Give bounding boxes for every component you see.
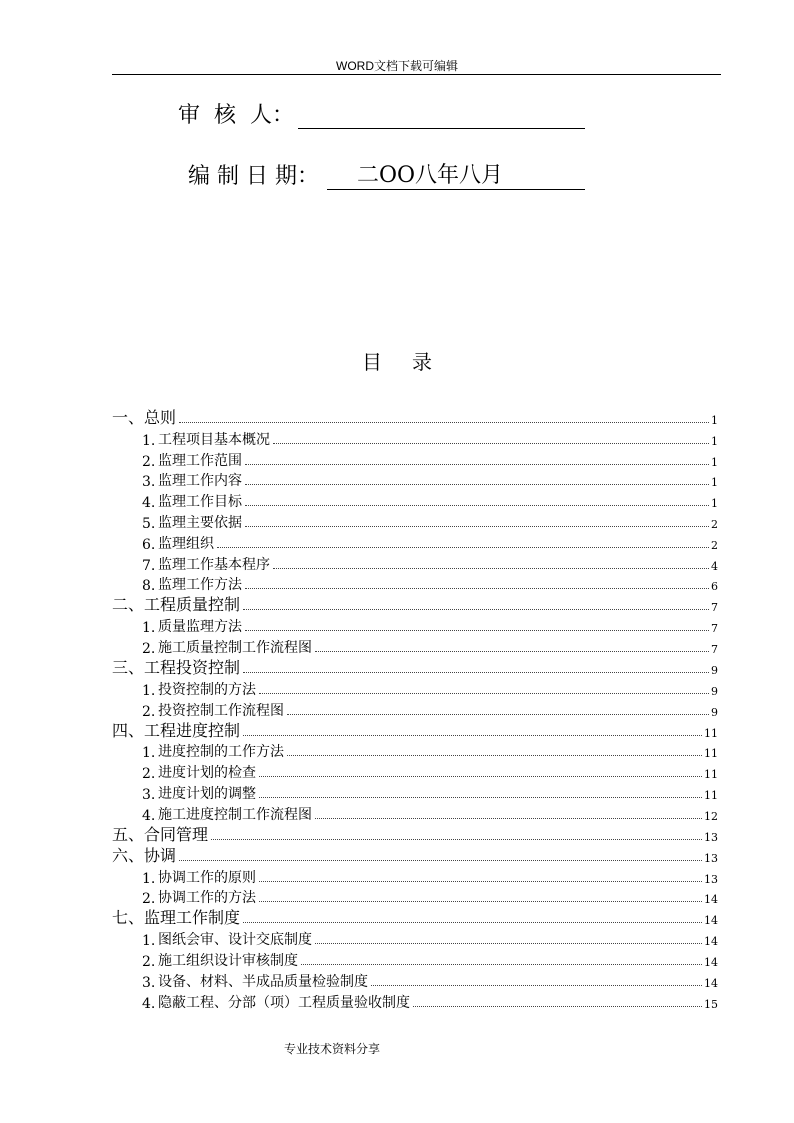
toc-leader-dots <box>243 672 709 673</box>
toc-page-number: 14 <box>704 914 718 928</box>
toc-page-number: 11 <box>704 788 718 802</box>
toc-entry-number: 2. <box>142 703 156 720</box>
page-header: WORD文档下载可编辑 <box>336 59 458 73</box>
toc-page-number: 13 <box>704 830 718 844</box>
toc-page-number: 11 <box>704 726 718 740</box>
date-field: 二OO八年八月 <box>327 158 585 190</box>
toc-leader-dots <box>273 568 709 569</box>
toc-subsection-row[interactable] <box>112 449 718 470</box>
toc-leader-dots <box>413 1006 702 1007</box>
toc-leader-dots <box>259 797 702 798</box>
toc-section-row[interactable] <box>112 907 718 928</box>
toc-page-number: 1 <box>711 476 718 490</box>
toc-entry-number: 1. <box>142 933 156 950</box>
reviewer-field <box>298 104 585 129</box>
toc-entry-number: 1. <box>142 870 156 887</box>
toc-section-row[interactable] <box>112 594 718 615</box>
toc-page-number: 7 <box>711 622 718 636</box>
toc-entry-number: 4. <box>142 807 156 824</box>
toc-subsection-row[interactable] <box>112 928 718 949</box>
toc-entry-label: 协调工作的方法 <box>158 890 256 907</box>
toc-page-number: 6 <box>711 580 718 594</box>
toc-entry-number: 6. <box>142 536 156 553</box>
toc-entry-number: 7. <box>142 557 156 574</box>
toc-subsection-row[interactable] <box>112 866 718 887</box>
toc-leader-dots <box>245 464 709 465</box>
toc-leader-dots <box>259 776 702 777</box>
page-footer: 专业技术资料分享 <box>284 1042 381 1056</box>
toc-page-number: 7 <box>711 601 718 615</box>
toc-subsection-row[interactable] <box>112 949 718 970</box>
toc-page-number: 7 <box>711 642 718 656</box>
toc-entry-label: 投资控制的方法 <box>158 681 256 698</box>
toc-leader-dots <box>259 693 709 694</box>
toc-entry-label: 工程项目基本概况 <box>158 431 270 448</box>
toc-entry-label: 四、工程进度控制 <box>112 720 241 740</box>
toc-page-number: 1 <box>711 497 718 511</box>
toc-page-number: 9 <box>711 705 718 719</box>
toc-entry-number: 3. <box>142 974 156 991</box>
toc-subsection-row[interactable] <box>112 887 718 908</box>
toc-leader-dots <box>315 818 702 819</box>
toc-section-row[interactable] <box>112 845 718 866</box>
toc-subsection-row[interactable] <box>112 532 718 553</box>
toc-subsection-row[interactable] <box>112 970 718 991</box>
toc-entry-number: 1. <box>142 432 156 449</box>
toc-subsection-row[interactable] <box>112 761 718 782</box>
toc-leader-dots <box>243 922 702 923</box>
toc-entry-number: 3. <box>142 474 156 491</box>
toc-entry-number: 5. <box>142 515 156 532</box>
toc-page-number: 14 <box>704 893 718 907</box>
reviewer-line <box>178 98 585 129</box>
toc-page-number: 11 <box>704 747 718 761</box>
toc-page-number: 15 <box>704 997 718 1011</box>
toc-leader-dots <box>243 609 709 610</box>
toc-leader-dots <box>245 630 709 631</box>
toc-entry-label: 五、合同管理 <box>112 824 209 844</box>
toc-leader-dots <box>179 422 709 423</box>
toc-entry-number: 2. <box>142 891 156 908</box>
toc-entry-label: 监理工作目标 <box>158 494 242 511</box>
toc-entry-label: 图纸会审、设计交底制度 <box>158 932 312 949</box>
toc-entry-number: 2. <box>142 453 156 470</box>
toc-entry-label: 一、总则 <box>112 408 177 427</box>
toc-leader-dots <box>243 735 702 736</box>
toc-leader-dots <box>259 901 702 902</box>
toc-subsection-row[interactable] <box>112 782 718 803</box>
toc-entry-number: 1. <box>142 745 156 762</box>
toc-subsection-row[interactable] <box>112 553 718 574</box>
header-rule <box>112 74 721 75</box>
date-label: 编 制 日 期： <box>188 164 319 189</box>
toc-page-number: 14 <box>704 955 718 969</box>
toc-page-number: 14 <box>704 935 718 949</box>
toc-subsection-row[interactable] <box>112 699 718 720</box>
toc-entry-number: 4. <box>142 995 156 1012</box>
toc-page-number: 11 <box>704 768 718 782</box>
toc-leader-dots <box>217 547 709 548</box>
toc-entry-label: 监理工作方法 <box>158 577 242 594</box>
toc-entry-number: 8. <box>142 578 156 595</box>
toc-entry-number: 4. <box>142 495 156 512</box>
reviewer-label: 审 核 人： <box>178 103 294 128</box>
toc-entry-label: 投资控制工作流程图 <box>158 702 284 719</box>
toc-leader-dots <box>211 839 702 840</box>
toc-entry-label: 施工质量控制工作流程图 <box>158 639 312 656</box>
toc-page-number: 13 <box>704 872 718 886</box>
toc-section-row[interactable] <box>112 407 718 428</box>
toc-leader-dots <box>245 484 709 485</box>
toc-entry-label: 施工组织设计审核制度 <box>158 952 298 969</box>
toc-entry-number: 1. <box>142 682 156 699</box>
toc-subsection-row[interactable] <box>112 678 718 699</box>
toc-entry-label: 三、工程投资控制 <box>112 657 241 677</box>
toc-leader-dots <box>371 985 702 986</box>
toc-entry-label: 监理工作基本程序 <box>158 556 270 573</box>
toc-leader-dots <box>259 881 702 882</box>
date-line <box>188 158 585 190</box>
toc-entry-number: 1. <box>142 620 156 637</box>
toc-leader-dots <box>287 714 709 715</box>
toc-page-number: 1 <box>711 434 718 448</box>
toc-leader-dots <box>301 964 702 965</box>
toc-entry-label: 二、工程质量控制 <box>112 595 241 615</box>
toc-page-number: 9 <box>711 663 718 677</box>
toc-page-number: 9 <box>711 684 718 698</box>
toc-leader-dots <box>273 443 709 444</box>
toc-subsection-row[interactable] <box>112 574 718 595</box>
toc-subsection-row[interactable] <box>112 511 718 532</box>
toc-page-number: 1 <box>711 414 718 427</box>
toc-section-row[interactable] <box>112 720 718 741</box>
toc-subsection-row[interactable] <box>112 490 718 511</box>
toc-subsection-row[interactable] <box>112 991 718 1012</box>
toc-leader-dots <box>245 526 709 527</box>
toc-entry-number: 2. <box>142 766 156 783</box>
toc-leader-dots <box>315 651 709 652</box>
toc-entry-label: 施工进度控制工作流程图 <box>158 806 312 823</box>
toc-entry-label: 隐蔽工程、分部（项）工程质量验收制度 <box>158 994 410 1011</box>
toc-entry-number: 3. <box>142 786 156 803</box>
toc-section-row[interactable] <box>112 824 718 845</box>
toc-entry-label: 监理组织 <box>158 535 214 552</box>
toc-entry-label: 协调工作的原则 <box>158 869 256 886</box>
toc-page-number: 4 <box>711 559 718 573</box>
toc-entry-label: 进度计划的检查 <box>158 765 256 782</box>
toc-entry-label: 进度控制的工作方法 <box>158 744 284 761</box>
toc-entry-label: 监理工作范围 <box>158 452 242 469</box>
toc-entry-number: 2. <box>142 640 156 657</box>
toc-subsection-row[interactable] <box>112 803 718 824</box>
toc-entry-label: 监理主要依据 <box>158 514 242 531</box>
toc-subsection-row[interactable] <box>112 615 718 636</box>
toc-entry-label: 七、监理工作制度 <box>112 908 241 928</box>
toc-entry-label: 监理工作内容 <box>158 473 242 490</box>
toc-section-row[interactable] <box>112 657 718 678</box>
toc-page-number: 1 <box>711 455 718 469</box>
toc-entry-label: 设备、材料、半成品质量检验制度 <box>158 973 368 990</box>
toc-leader-dots <box>245 505 709 506</box>
toc-entry-number: 2. <box>142 953 156 970</box>
toc-entry-label: 六、协调 <box>112 845 177 865</box>
table-of-contents <box>112 407 718 1012</box>
toc-leader-dots <box>179 860 702 861</box>
toc-page-number: 14 <box>704 976 718 990</box>
toc-subsection-row[interactable] <box>112 741 718 762</box>
toc-subsection-row[interactable] <box>112 470 718 491</box>
toc-title: 目录 <box>362 350 462 374</box>
toc-leader-dots <box>287 755 702 756</box>
toc-page-number: 12 <box>704 809 718 823</box>
toc-subsection-row[interactable] <box>112 636 718 657</box>
toc-page-number: 2 <box>711 538 718 552</box>
toc-subsection-row[interactable] <box>112 428 718 449</box>
toc-page-number: 13 <box>704 851 718 865</box>
toc-entry-label: 质量监理方法 <box>158 619 242 636</box>
toc-entry-label: 进度计划的调整 <box>158 785 256 802</box>
toc-leader-dots <box>245 588 709 589</box>
toc-leader-dots <box>315 943 702 944</box>
toc-page-number: 2 <box>711 517 718 531</box>
